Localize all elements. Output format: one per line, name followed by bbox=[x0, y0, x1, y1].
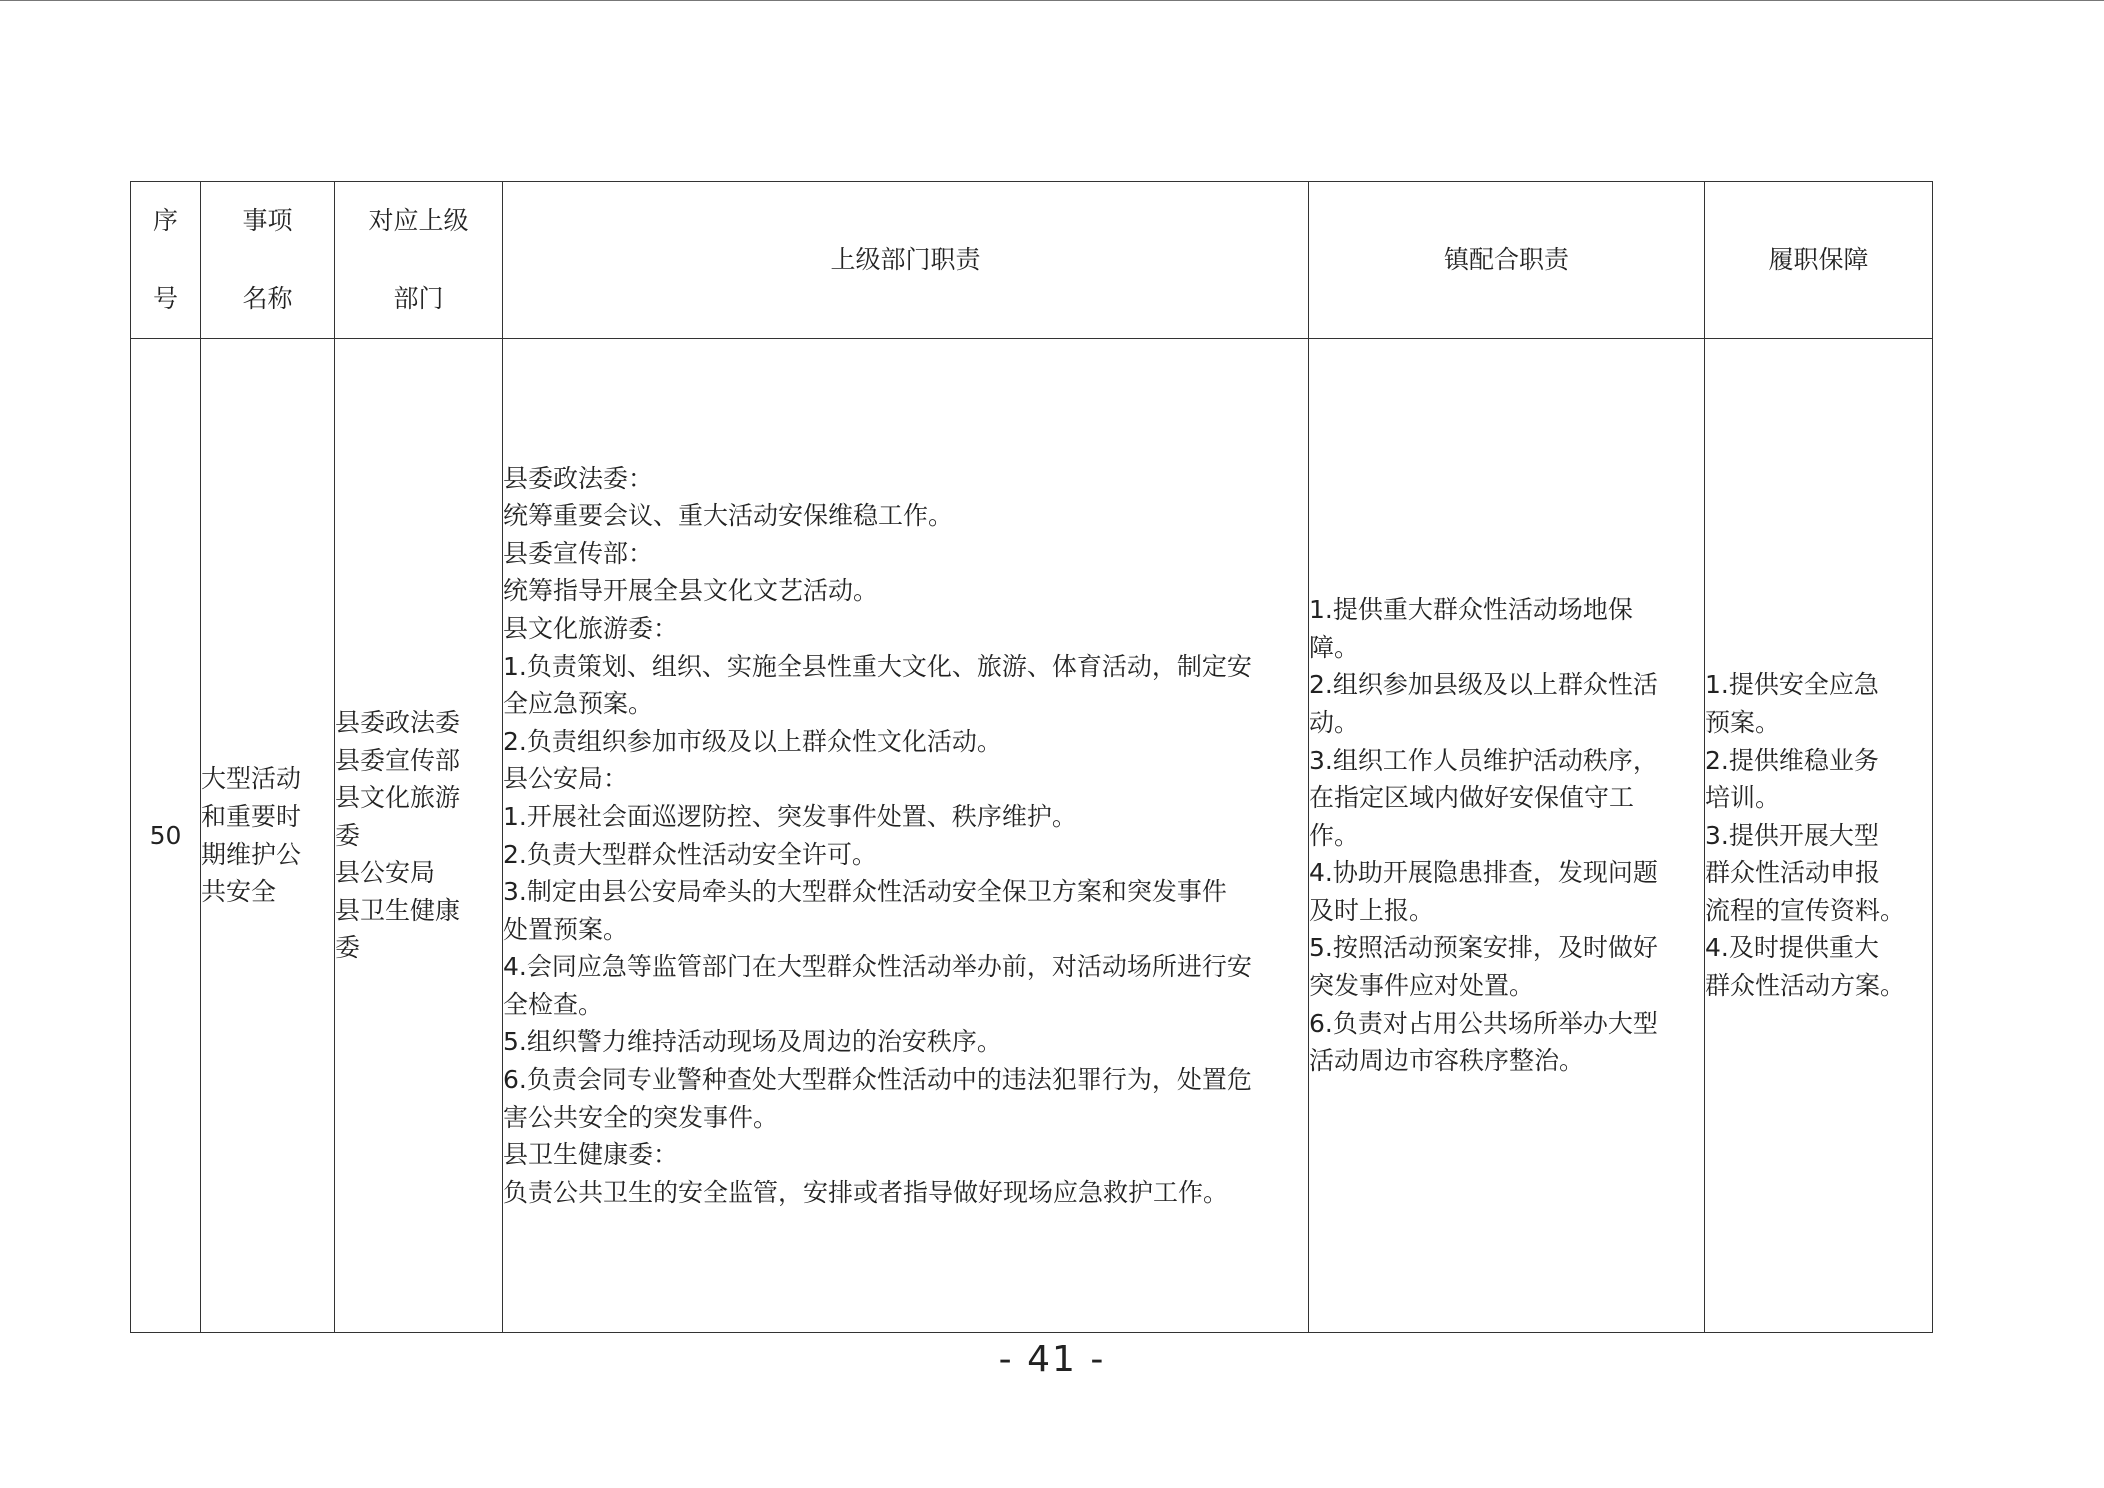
header-town-duties: 镇配合职责 bbox=[1309, 182, 1705, 339]
header-item-name: 事项 名称 bbox=[201, 182, 335, 339]
row-town-duties: 1.提供重大群众性活动场地保 障。 2.组织参加县级及以上群众性活 动。 3.组织工作人员维护活动秩序， 在指定区域内做好安保值守工 作。 4.协助开展隐患排查，发现问题 及时上报。 5.按照活动预案安排，及时做好 突发事件应对处置。 6.负责对占用公共场所举办大型 活动周边市容秩序整治。 bbox=[1309, 339, 1705, 1333]
page-number: - 41 - bbox=[998, 1339, 1106, 1380]
row-upper-dept: 县委政法委 县委宣传部 县文化旅游 委 县公安局 县卫生健康 委 bbox=[335, 339, 503, 1333]
row-guarantee: 1.提供安全应急 预案。 2.提供维稳业务 培训。 3.提供开展大型 群众性活动申报 流程的宣传资料。 4.及时提供重大 群众性活动方案。 bbox=[1705, 339, 1933, 1333]
page-top-border bbox=[0, 0, 2104, 1]
table-header-row bbox=[131, 182, 1933, 339]
row-seq: 50 bbox=[131, 339, 201, 1333]
row-upper-duties: 县委政法委： 统筹重要会议、重大活动安保维稳工作。 县委宣传部： 统筹指导开展全县文化文艺活动。 县文化旅游委： 1.负责策划、组织、实施全县性重大文化、旅游、体育活动，制定安 全应急预案。 2.负责组织参加市级及以上群众性文化活动。 县公安局： 1.开展社会面巡逻防控、突发事件处置、秩序维护。 2.负责大型群众性活动安全许可。 3.制定由县公安局牵头的大型群众性活动安全保卫方案和突发事件 处置预案。 4.会同应急等监管部门在大型群众性活动举办前，对活动场所进行安 全检查。 5.组织警力维持活动现场及周边的治安秩序。 6.负责会同专业警种查处大型群众性活动中的违法犯罪行为，处置危 害公共安全的突发事件。 县卫生健康委： 负责公共卫生的安全监管，安排或者指导做好现场应急救护工作。 bbox=[503, 339, 1309, 1333]
row-item-name: 大型活动 和重要时 期维护公 共安全 bbox=[201, 339, 335, 1333]
header-guarantee: 履职保障 bbox=[1705, 182, 1933, 339]
table-row bbox=[131, 339, 1933, 1333]
header-upper-dept: 对应上级 部门 bbox=[335, 182, 503, 339]
header-upper-duties: 上级部门职责 bbox=[503, 182, 1309, 339]
duties-table bbox=[130, 181, 1933, 1333]
header-seq: 序 号 bbox=[131, 182, 201, 339]
